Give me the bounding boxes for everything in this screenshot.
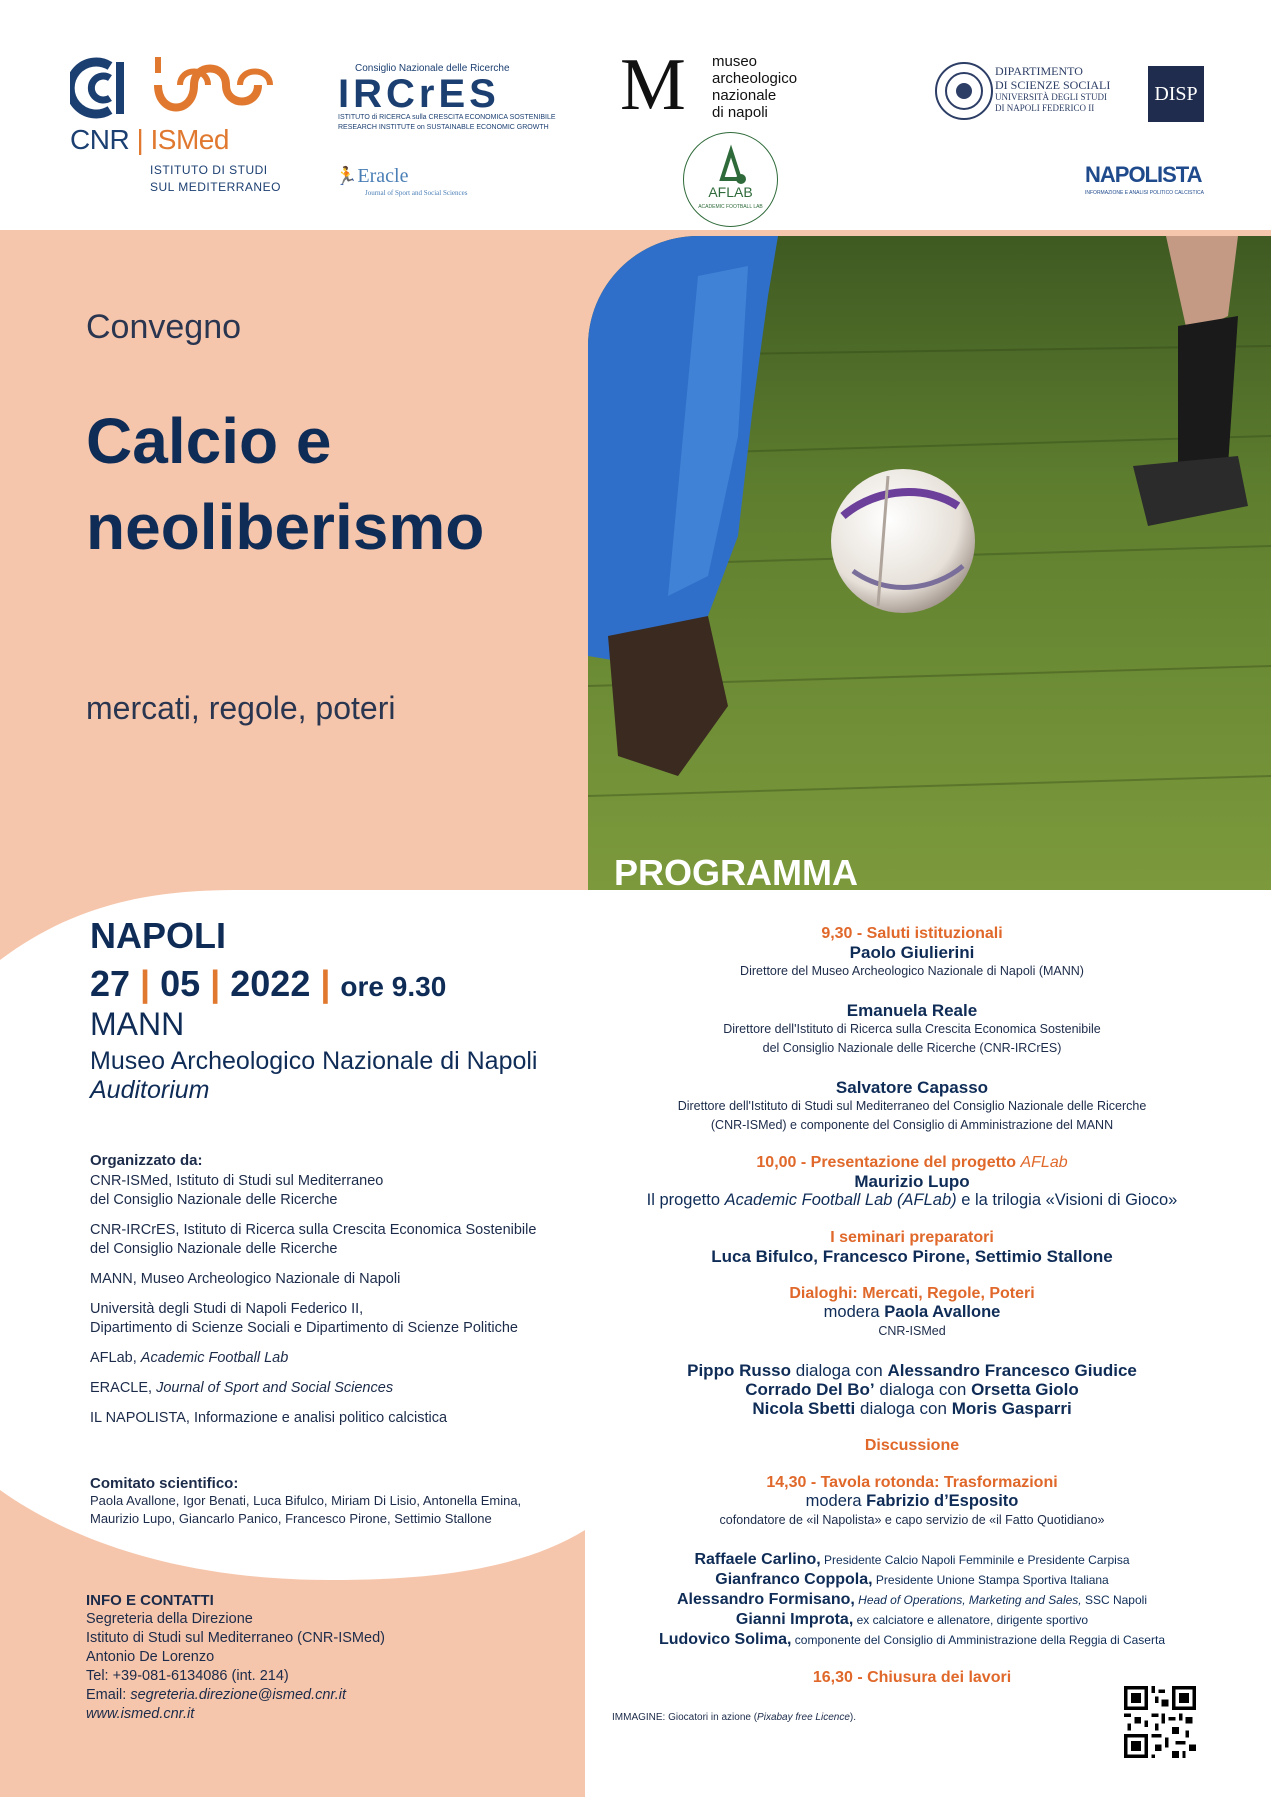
panelist-role: Presidente Calcio Napoli Femminile e Presidente Carpisa	[820, 1553, 1130, 1567]
speaker-role: del Consiglio Nazionale delle Ricerche (CNR-IRCrES)	[762, 1041, 1062, 1055]
organizer-item	[90, 1270, 580, 1289]
mann-wordmark	[712, 53, 797, 121]
ircres-logo: IRCrES	[338, 72, 500, 116]
date-day: 27	[90, 963, 131, 1004]
speaker-role: Direttore del Museo Archeologico Nazionale di Napoli (MANN)	[740, 964, 1084, 978]
organizer-item	[90, 1409, 580, 1428]
dip-line: DIPARTIMENTO	[995, 64, 1083, 78]
title-line: Calcio e	[86, 405, 332, 477]
aflab-logo-ring	[683, 132, 778, 227]
organizer-line: del Consiglio Nazionale delle Ricerche	[90, 1192, 338, 1208]
eracle-subtitle: Journal of Sport and Social Sciences	[365, 189, 468, 197]
mann-line: di napoli	[712, 104, 768, 121]
session-description	[612, 1191, 1212, 1210]
session-heading	[612, 1153, 1212, 1172]
panelist-row	[612, 1590, 1212, 1610]
panelist-role: Presidente Unione Stampa Sportiva Italiana	[872, 1573, 1109, 1587]
aflab-name: AFLAB	[708, 184, 753, 200]
modera-label: modera	[805, 1492, 867, 1510]
dialogue-pair	[612, 1380, 1212, 1399]
ircres-top-text: Consiglio Nazionale delle Ricerche	[355, 63, 510, 74]
contacts-section	[86, 1591, 586, 1724]
dialogue-pair	[612, 1361, 1212, 1380]
image-credit	[612, 1712, 856, 1723]
aflab-subtitle: ACADEMIC FOOTBALL LAB	[698, 204, 763, 210]
dialogue-speaker: Alessandro Francesco Giudice	[887, 1361, 1137, 1380]
napolista-subtitle: INFORMAZIONE E ANALISI POLITICO CALCISTICA	[1085, 190, 1204, 196]
speaker-role: (CNR-ISMed) e componente del Consiglio di Amministrazione del MANN	[710, 1118, 1114, 1132]
dialogue-speaker: Nicola Sbetti	[752, 1399, 856, 1418]
contacts-line: Segreteria della Direzione	[86, 1611, 253, 1627]
programme-list	[612, 924, 1212, 1687]
football-photo	[588, 236, 1271, 890]
panelist-row	[612, 1550, 1212, 1570]
runner-icon: 🏃	[335, 166, 358, 187]
panelist-row	[612, 1610, 1212, 1630]
organizer-line: MANN, Museo Archeologico Nazionale di Napoli	[90, 1271, 401, 1287]
dialogue-pair	[612, 1399, 1212, 1418]
napolista-logo: NAPOLISTA	[1085, 162, 1202, 187]
session-heading-italic: AFLab	[1020, 1154, 1068, 1171]
moderator-role: CNR-ISMed	[878, 1324, 946, 1338]
contacts-line: Istituto di Studi sul Mediterraneo (CNR-ISMed)	[86, 1630, 385, 1646]
speaker-name: Paolo Giulierini	[849, 943, 975, 962]
venue-room: Auditorium	[90, 1076, 210, 1104]
desc-italic: Academic Football Lab (AFLab)	[724, 1191, 957, 1209]
ircres-sub-line: RESEARCH INSTITUTE on SUSTAINABLE ECONOMIC GROWTH	[338, 124, 549, 131]
organizer-line: Dipartimento di Scienze Sociali e Dipartimento di Scienze Politiche	[90, 1320, 518, 1336]
contacts-email-row	[86, 1686, 586, 1705]
panelist-name: Ludovico Solima,	[658, 1631, 792, 1648]
organizer-item	[90, 1379, 580, 1398]
dialogue-speaker: Pippo Russo	[687, 1361, 792, 1380]
event-venue	[90, 1006, 538, 1105]
contacts-phone: Tel: +39-081-6134086 (int. 214)	[86, 1668, 289, 1684]
ismed-subtitle	[150, 162, 281, 196]
ircres-subtitle	[338, 113, 556, 133]
organizer-line: del Consiglio Nazionale delle Ricerche	[90, 1241, 338, 1257]
title-line: neoliberismo	[86, 491, 485, 563]
qr-code-icon[interactable]	[1124, 1686, 1196, 1758]
panelist-role-italic: Head of Operations, Marketing and Sales,	[854, 1593, 1082, 1607]
organizer-item	[90, 1221, 580, 1259]
session-heading: I seminari preparatori	[830, 1229, 994, 1246]
ismed-word: ISMed	[150, 124, 229, 155]
desc-text: Il progetto	[646, 1191, 725, 1209]
mann-line: nazionale	[712, 87, 777, 104]
date-month: 05	[160, 963, 201, 1004]
event-date: 27 | 05 | 2022 | ore 9.30	[90, 963, 447, 1004]
dialoga-label: dialoga con	[874, 1380, 972, 1399]
panelist-role: componente del Consiglio di Amministrazione della Reggia di Caserta	[791, 1633, 1165, 1647]
dialogue-speaker: Moris Gasparri	[951, 1399, 1072, 1418]
session-heading: Dialoghi: Mercati, Regole, Poteri	[789, 1285, 1035, 1302]
organizer-line: ERACLE,	[90, 1380, 157, 1396]
moderator-line	[612, 1492, 1212, 1511]
committee-line: Paola Avallone, Igor Benati, Luca Bifulco, Miriam Di Lisio, Antonella Emina,	[90, 1493, 522, 1508]
page-subtitle: mercati, regole, poteri	[86, 690, 396, 726]
modera-label: modera	[823, 1303, 885, 1321]
cnr-ismed-wordmark: CNR | ISMed	[70, 124, 229, 155]
dip-line: DI SCIENZE SOCIALI	[995, 78, 1111, 92]
organizer-item	[90, 1349, 580, 1368]
contacts-email-link[interactable]: segreteria.direzione@ismed.cnr.it	[130, 1687, 346, 1703]
ismed-sub-line: ISTITUTO DI STUDI	[150, 163, 268, 177]
disp-logo: DISP	[1148, 66, 1204, 122]
speaker-names: Luca Bifulco, Francesco Pirone, Settimio Stallone	[711, 1247, 1113, 1266]
contacts-heading: INFO E CONTATTI	[86, 1592, 214, 1609]
organizers-section	[90, 1152, 580, 1439]
event-city: NAPOLI	[90, 915, 227, 956]
dialogue-speaker: Corrado Del Bo’	[745, 1380, 875, 1399]
venue-long: Museo Archeologico Nazionale di Napoli	[90, 1047, 538, 1075]
panelist-name: Gianfranco Coppola,	[715, 1571, 873, 1588]
panelist-name: Raffaele Carlino,	[694, 1551, 821, 1568]
programme-heading: PROGRAMMA	[614, 852, 858, 893]
organizer-line: CNR-IRCrES, Istituto di Ricerca sulla Crescita Economica Sostenibile	[90, 1222, 537, 1238]
event-time: ore 9.30	[340, 971, 447, 1002]
organizer-item	[90, 1300, 580, 1338]
speaker-role: Direttore dell'Istituto di Ricerca sulla Crescita Economica Sostenibile	[723, 1022, 1101, 1036]
cnr-logo-icon	[70, 52, 140, 122]
ircres-sub-line: ISTITUTO di RICERCA sulla CRESCITA ECONOMICA SOSTENIBILE	[338, 114, 556, 121]
session-heading: 9,30 - Saluti istituzionali	[821, 925, 1003, 942]
moderator-name: Fabrizio d’Esposito	[866, 1492, 1019, 1510]
panelist-name: Alessandro Formisano,	[677, 1591, 855, 1608]
mann-line: museo	[712, 53, 758, 70]
eracle-logo	[335, 165, 409, 188]
aflab-a-icon	[684, 133, 779, 228]
panelist-role: SSC Napoli	[1081, 1593, 1147, 1607]
speaker-name: Emanuela Reale	[846, 1001, 978, 1020]
scientific-committee	[90, 1475, 590, 1528]
organizer-line-italic: Journal of Sport and Social Sciences	[156, 1380, 394, 1396]
desc-text: e la trilogia «Visioni di Gioco»	[956, 1191, 1178, 1209]
dialoga-label: dialoga con	[855, 1399, 952, 1418]
panelist-row	[612, 1630, 1212, 1650]
organizer-line-italic: Academic Football Lab	[140, 1350, 289, 1366]
panelist-row	[612, 1570, 1212, 1590]
organizer-line: IL NAPOLISTA, Informazione e analisi politico calcistica	[90, 1410, 448, 1426]
organizer-line: CNR-ISMed, Istituto di Studi sul Mediterraneo	[90, 1173, 384, 1189]
moderator-name: Paola Avallone	[884, 1303, 1001, 1321]
page-title	[86, 398, 484, 570]
mann-logo-icon: M	[620, 44, 678, 126]
venue-short: MANN	[90, 1006, 185, 1042]
date-year: 2022	[230, 963, 311, 1004]
cnr-word: CNR	[70, 124, 130, 155]
committee-line: Maurizio Lupo, Giancarlo Panico, Francesco Pirone, Settimio Stallone	[90, 1511, 492, 1526]
dialogue-speaker: Orsetta Giolo	[971, 1380, 1079, 1399]
session-heading-text: 10,00 - Presentazione del progetto	[756, 1154, 1021, 1171]
dipartimento-scienze-sociali-logo	[995, 64, 1110, 114]
ismed-logo-icon	[150, 55, 275, 115]
event-type: Convegno	[86, 308, 242, 346]
credit-text: IMMAGINE: Giocatori in azione (	[612, 1712, 758, 1723]
mann-line: archeologico	[712, 70, 798, 87]
speaker-name: Salvatore Capasso	[835, 1078, 989, 1097]
credit-italic: Pixabay free Licence	[757, 1712, 850, 1723]
organizer-item	[90, 1172, 580, 1210]
speaker-name: Maurizio Lupo	[854, 1172, 970, 1191]
session-heading: 14,30 - Tavola rotonda: Trasformazioni	[766, 1474, 1058, 1491]
panelist-name: Gianni Improta,	[735, 1611, 854, 1628]
moderator-line	[612, 1303, 1212, 1322]
speaker-role: Direttore dell'Istituto di Studi sul Mediterraneo del Consiglio Nazionale delle Ricerche	[677, 1099, 1147, 1113]
moderator-role: cofondatore de «il Napolista» e capo servizio de «il Fatto Quotidiano»	[719, 1513, 1105, 1527]
contacts-line: Antonio De Lorenzo	[86, 1649, 215, 1665]
session-heading: Discussione	[864, 1437, 960, 1454]
organizer-line: AFLab,	[90, 1350, 141, 1366]
panelist-role: ex calciatore e allenatore, dirigente sportivo	[853, 1613, 1089, 1627]
dialoga-label: dialoga con	[791, 1361, 888, 1380]
university-seal-icon	[935, 62, 993, 120]
eracle-name: Eracle	[357, 165, 409, 187]
credit-text: ).	[849, 1712, 856, 1723]
ismed-sub-line: SUL MEDITERRANEO	[150, 180, 281, 194]
dip-line: DI NAPOLI FEDERICO II	[995, 103, 1095, 113]
committee-heading: Comitato scientifico:	[90, 1475, 239, 1492]
session-heading: 16,30 - Chiusura dei lavori	[812, 1669, 1012, 1686]
football-scene-image	[588, 236, 1271, 890]
contacts-website-link[interactable]: www.ismed.cnr.it	[86, 1706, 195, 1722]
dip-line: UNIVERSITÀ DEGLI STUDI	[995, 92, 1107, 102]
organizer-line: Università degli Studi di Napoli Federico II,	[90, 1301, 364, 1317]
email-label: Email:	[86, 1687, 131, 1703]
organizers-heading: Organizzato da:	[90, 1152, 203, 1169]
